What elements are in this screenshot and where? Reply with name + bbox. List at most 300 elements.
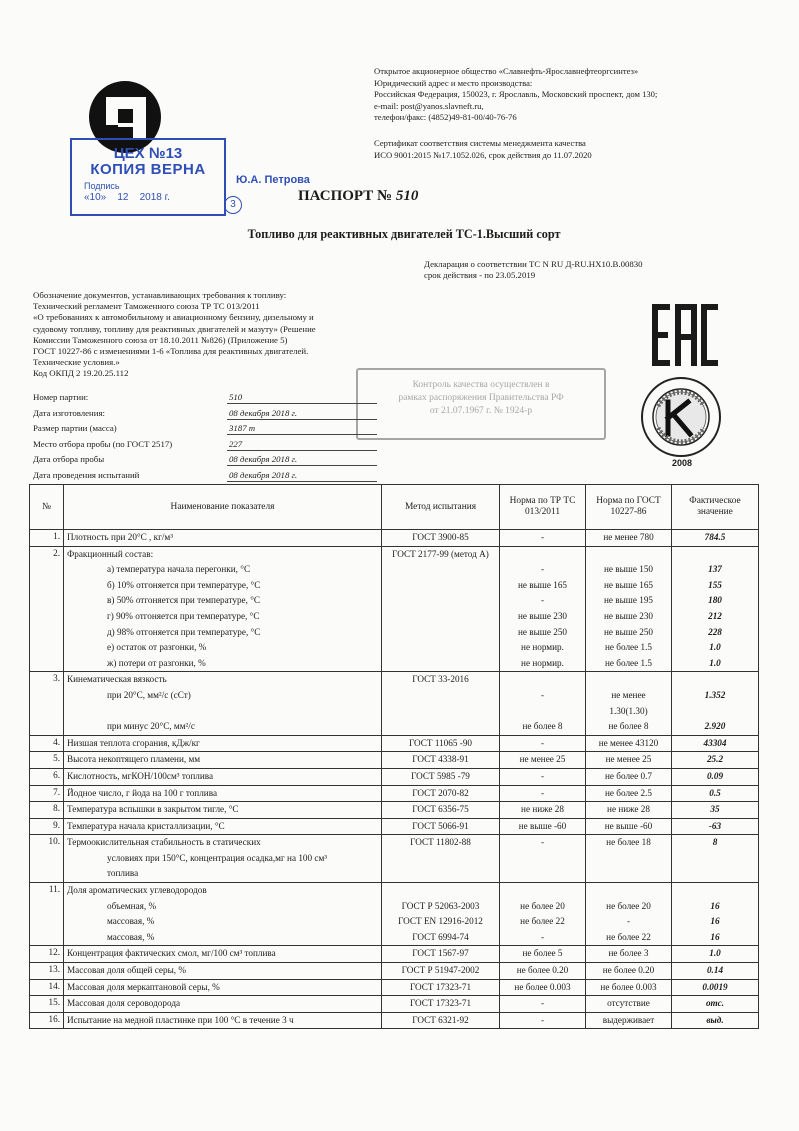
cell-line <box>503 866 582 882</box>
regulation-line: Технический регламент Таможенного союза ТР ТС 013/2011 <box>33 301 260 312</box>
row-number: 13. <box>30 963 64 980</box>
cell-line: не нормир. <box>521 657 564 668</box>
cell-line: не более 8 <box>522 721 563 732</box>
cell-line <box>589 672 668 688</box>
cell-line: Испытание на медной пластинке при 100 °С в течение 3 ч <box>67 1014 294 1025</box>
stamp-date-year: 2018 г. <box>139 192 170 203</box>
cell-actual <box>672 1012 759 1029</box>
cell-line: не менее 25 <box>519 754 566 765</box>
cell-method <box>382 835 500 883</box>
cell-line: ГОСТ 11065 -90 <box>408 737 473 748</box>
cell-line: не выше 230 <box>517 610 568 621</box>
cell-line: - <box>540 837 545 848</box>
cell-line: не менее 43120 <box>598 737 659 748</box>
cell-line: не нормир. <box>521 642 564 653</box>
cell-line: не ниже 28 <box>521 804 564 815</box>
cell-line <box>67 704 378 720</box>
cell-gost <box>586 883 672 946</box>
cell-line: -63 <box>708 820 722 831</box>
cell-line: массовая, % <box>107 916 155 927</box>
cell-line: Фракционный состав: <box>67 548 154 559</box>
cell-line: не более 8 <box>608 721 649 732</box>
passport-title <box>298 188 418 205</box>
cell-gost <box>586 672 672 735</box>
stamp-date-day: «10» <box>84 192 107 203</box>
table-row <box>30 530 759 547</box>
cell-line: не выше 195 <box>603 595 654 606</box>
cell-line: 1.30(1.30) <box>609 705 648 716</box>
cell-line: не более 2.5 <box>605 787 652 798</box>
quality-emblem-icon <box>640 376 722 458</box>
cell-line: Массовая доля меркаптановой серы, % <box>67 981 220 992</box>
cell-line: не выше 165 <box>603 579 654 590</box>
cell-line: 16 <box>710 916 720 927</box>
batch-label: Размер партии (масса) <box>33 423 117 433</box>
row-number: 7. <box>30 785 64 802</box>
cell-line: топлива <box>107 868 139 879</box>
cell-tr <box>500 946 586 963</box>
batch-row <box>33 421 353 437</box>
batch-label: Дата отбора пробы <box>33 454 105 464</box>
cell-line: отсутствие <box>607 998 650 1009</box>
declaration-line: Декларация о соответствии ТС N RU Д-RU.HX10.B.00830 <box>424 259 643 269</box>
cell-line: не более 22 <box>606 931 651 942</box>
cell-line: ГОСТ 3900-85 <box>412 532 469 542</box>
cell-method <box>382 785 500 802</box>
cell-name <box>64 546 382 672</box>
stamp-name: Ю.А. Петрова <box>236 174 310 186</box>
cell-line: ГОСТ 4338-91 <box>412 754 469 765</box>
cell-name <box>64 752 382 769</box>
cell-line: не выше 230 <box>603 610 654 621</box>
cell-line: не более 22 <box>520 916 565 927</box>
cell-line: 0.5 <box>709 787 721 798</box>
cell-line: ГОСТ Р 51947-2002 <box>401 965 480 976</box>
batch-row <box>33 437 353 453</box>
cell-actual <box>672 735 759 752</box>
batch-underline <box>227 465 377 466</box>
cell-tr <box>500 802 586 819</box>
cell-line <box>675 883 755 899</box>
control-stamp-line: рамках распоряжения Правительства РФ <box>398 393 564 403</box>
cell-line <box>385 704 496 720</box>
cell-line <box>589 851 668 867</box>
cell-line: не менее 25 <box>605 754 652 765</box>
company-line: Открытое акционерное общество «Славнефть-Ярославнефтеоргсинтез» <box>374 66 639 76</box>
cell-line: не менее 780 <box>603 532 654 542</box>
cell-actual <box>672 835 759 883</box>
row-number: 11. <box>30 883 64 946</box>
cell-gost <box>586 530 672 547</box>
cell-line: в) 50% отгоняется при температуре, °С <box>107 595 261 606</box>
cell-line: 137 <box>708 564 722 575</box>
cell-line: ГОСТ 33-2016 <box>412 674 469 685</box>
cell-line: ГОСТ 1567-97 <box>412 948 469 959</box>
cell-line: 212 <box>708 610 722 621</box>
cell-line: е) остаток от разгонки, % <box>107 642 207 653</box>
cell-actual <box>672 818 759 835</box>
cell-line: при 20°С, мм²/с (сСт) <box>107 689 191 700</box>
cell-line: объемная, % <box>107 900 157 911</box>
row-number: 15. <box>30 996 64 1013</box>
cell-actual <box>672 785 759 802</box>
cell-line: Концентрация фактических смол, мг/100 см³ топлива <box>67 948 276 959</box>
batch-row <box>33 390 353 406</box>
cell-actual <box>672 672 759 735</box>
batch-row <box>33 468 353 484</box>
cell-method <box>382 752 500 769</box>
cell-line: - <box>540 787 545 798</box>
regulation-line: Технические условия.» <box>33 357 120 368</box>
regulation-line: Код ОКПД 2 19.20.25.112 <box>33 368 129 379</box>
cell-actual <box>672 883 759 946</box>
cell-method <box>382 672 500 735</box>
declaration <box>424 259 643 281</box>
batch-underline <box>227 481 377 482</box>
cell-line: - <box>626 916 631 927</box>
cell-line: 35 <box>710 804 720 815</box>
cell-line: не более 0.20 <box>602 965 655 976</box>
cell-line: - <box>540 532 545 542</box>
cell-line: 43304 <box>703 737 727 748</box>
batch-label: Дата проведения испытаний <box>33 469 140 480</box>
row-number: 14. <box>30 979 64 996</box>
cell-tr <box>500 1012 586 1029</box>
table-row <box>30 946 759 963</box>
batch-underline <box>227 450 377 451</box>
cell-line: 0.0019 <box>702 981 728 992</box>
cell-tr <box>500 963 586 980</box>
cell-gost <box>586 835 672 883</box>
table-body <box>30 530 759 1029</box>
cell-line <box>385 883 496 899</box>
cell-line <box>589 866 668 882</box>
cell-line <box>675 672 755 688</box>
cell-line <box>675 866 755 882</box>
table-row <box>30 883 759 946</box>
cell-name <box>64 835 382 883</box>
batch-label: Дата изготовления: <box>33 407 105 418</box>
cell-method <box>382 768 500 785</box>
row-number: 9. <box>30 818 64 835</box>
cell-actual <box>672 546 759 672</box>
cell-line: ГОСТ 17323-71 <box>409 981 472 992</box>
cell-line: Кинематическая вязкость <box>67 674 167 685</box>
batch-value: 08 декабря 2018 г. <box>229 407 298 418</box>
row-number: 5. <box>30 752 64 769</box>
cell-gost <box>586 818 672 835</box>
cell-line: 0.09 <box>706 770 724 781</box>
cell-actual <box>672 996 759 1013</box>
cell-line <box>385 851 496 867</box>
table-row <box>30 996 759 1013</box>
cell-line <box>589 883 668 899</box>
row-number: 1. <box>30 530 64 547</box>
product-name: Топливо для реактивных двигателей ТС-1.Высший сорт <box>247 227 561 241</box>
cell-line <box>675 851 755 867</box>
cell-line: ГОСТ 5066-91 <box>412 820 469 831</box>
cell-method <box>382 1012 500 1029</box>
cell-line: - <box>540 595 545 606</box>
cell-gost <box>586 735 672 752</box>
cell-line: 16 <box>710 900 720 911</box>
row-number: 6. <box>30 768 64 785</box>
cell-name <box>64 963 382 980</box>
cell-line: 1.0 <box>709 948 721 959</box>
cell-line: Массовая доля сероводорода <box>67 998 181 1009</box>
cell-line: не более 18 <box>606 837 651 848</box>
table-row <box>30 835 759 883</box>
cell-line: ГОСТ 5985 -79 <box>411 770 470 781</box>
cell-method <box>382 883 500 946</box>
row-number: 3. <box>30 672 64 735</box>
cell-tr <box>500 979 586 996</box>
cell-line <box>503 672 582 688</box>
cell-line: Температура вспышки в закрытом тигле, °С <box>67 804 239 815</box>
cell-line: 1.0 <box>709 657 721 668</box>
cell-line: Йодное число, г йода на 100 г топлива <box>67 787 218 798</box>
stamp-signature-label: Подпись <box>84 181 120 191</box>
cell-actual <box>672 530 759 547</box>
cell-method <box>382 530 500 547</box>
row-number: 8. <box>30 802 64 819</box>
test-results-table <box>29 484 759 1029</box>
cell-actual <box>672 979 759 996</box>
cell-line: 2.920 <box>704 721 726 732</box>
cell-tr <box>500 996 586 1013</box>
cell-tr <box>500 768 586 785</box>
header-name: Наименование показателя <box>64 485 382 530</box>
stamp-date <box>72 192 224 203</box>
header-num: № <box>30 485 64 530</box>
cell-line <box>503 547 582 563</box>
passport-number: 510 <box>395 188 419 204</box>
cell-line: ГОСТ 17323-71 <box>409 998 472 1009</box>
cell-method <box>382 546 500 672</box>
cell-line <box>385 688 496 704</box>
table-row <box>30 768 759 785</box>
cell-line: не более 0.003 <box>514 981 571 992</box>
table-row <box>30 979 759 996</box>
stamp-line2: КОПИЯ ВЕРНА <box>90 161 206 178</box>
row-number: 2. <box>30 546 64 672</box>
cell-method <box>382 818 500 835</box>
cell-actual <box>672 946 759 963</box>
cell-gost <box>586 546 672 672</box>
cell-name <box>64 802 382 819</box>
control-stamp-line: Контроль качества осуществлен в <box>412 380 550 390</box>
cell-line: 16 <box>710 931 720 942</box>
cell-line: массовая, % <box>107 931 155 942</box>
cell-gost <box>586 979 672 996</box>
cell-line <box>503 883 582 899</box>
eac-mark-icon <box>650 300 720 370</box>
cell-gost <box>586 802 672 819</box>
cell-gost <box>586 946 672 963</box>
cell-line <box>385 578 496 594</box>
cell-line: Массовая доля общей серы, % <box>67 965 186 976</box>
cell-method <box>382 802 500 819</box>
cell-gost <box>586 996 672 1013</box>
cell-method <box>382 979 500 996</box>
control-stamp-line: от 21.07.1967 г. № 1924-р <box>429 406 533 416</box>
cell-gost <box>586 1012 672 1029</box>
cell-line: не более 20 <box>606 900 651 911</box>
cell-line: ГОСТ 6356-75 <box>412 804 469 815</box>
cell-line: не более 1.5 <box>605 642 652 653</box>
cell-line: Кислотность, мгКОН/100см³ топлива <box>67 770 214 781</box>
cell-line: при минус 20°С, мм²/с <box>107 721 195 732</box>
batch-value: 08 декабря 2018 г. <box>229 469 298 480</box>
cell-line: ГОСТ 2177-99 (метод А) <box>392 548 489 559</box>
cell-line: 1.0 <box>709 642 721 653</box>
cell-line: 8 <box>712 837 718 848</box>
cell-line: условиях при 150°С, концентрация осадка,мг на 100 см³ <box>107 852 328 863</box>
batch-underline <box>227 403 377 404</box>
cell-actual <box>672 768 759 785</box>
table-row <box>30 818 759 835</box>
cell-line <box>385 625 496 641</box>
certificate-info <box>374 138 754 161</box>
cell-line: отс. <box>705 998 725 1009</box>
cell-line: не более 1.5 <box>605 657 652 668</box>
table-header-row <box>30 485 759 530</box>
cell-name <box>64 672 382 735</box>
cell-line: - <box>540 689 545 700</box>
batch-underline <box>227 419 377 420</box>
cell-line: а) температура начала перегонки, °С <box>107 564 251 575</box>
cell-line: не выше 165 <box>517 579 568 590</box>
header-actual: Фактическое значение <box>672 485 759 530</box>
batch-value: 510 <box>229 392 243 402</box>
table-row <box>30 672 759 735</box>
cell-line <box>385 866 496 882</box>
company-line: телефон/факс: (4852)49-81-00/40-76-76 <box>374 112 517 123</box>
cell-line <box>675 704 755 720</box>
cert-line: ИСО 9001:2015 №17.1052.026, срок действия до 11.07.2020 <box>374 149 592 160</box>
cell-line: Высота некоптящего пламени, мм <box>67 754 201 765</box>
regulation-line: ГОСТ 10227-86 с изменениями 1-6 «Топлива для реактивных двигателей. <box>33 346 309 357</box>
declaration-line: срок действия - по 23.05.2019 <box>424 270 536 280</box>
cell-line: не ниже 28 <box>607 804 650 815</box>
cell-line: не более 0.20 <box>516 965 569 976</box>
cell-line: - <box>540 564 545 575</box>
cell-line: Доля ароматических углеводородов <box>67 885 207 896</box>
cell-tr <box>500 752 586 769</box>
cell-line: 0.14 <box>706 965 724 976</box>
row-number: 10. <box>30 835 64 883</box>
cell-line: не более 3 <box>608 948 649 959</box>
cell-line: д) 98% отгоняется при температуре, °С <box>107 626 261 637</box>
cell-name <box>64 946 382 963</box>
cell-line <box>385 656 496 672</box>
cell-tr <box>500 835 586 883</box>
quality-control-stamp <box>356 368 606 440</box>
cell-line: не выше 150 <box>603 564 654 575</box>
cell-name <box>64 785 382 802</box>
cell-line: не более 5 <box>522 948 563 959</box>
cell-line: ГОСТ 2070-82 <box>412 787 469 798</box>
header-method: Метод испытания <box>382 485 500 530</box>
batch-underline <box>227 434 377 435</box>
cell-line <box>675 547 755 563</box>
cell-name <box>64 818 382 835</box>
table-row <box>30 735 759 752</box>
stamp-line1: ЦЕХ №13 <box>113 145 183 162</box>
cell-line <box>503 704 582 720</box>
company-line: Российская Федерация, 150023, г. Ярославль, Московский проспект, дом 130; <box>374 89 658 100</box>
cell-line: выд. <box>706 1014 724 1025</box>
cell-line: - <box>540 931 545 942</box>
cell-line: ГОСТ Р 52063-2003 <box>401 900 480 911</box>
stamp-number: 3 <box>224 196 242 214</box>
cell-line: 228 <box>708 626 722 637</box>
cell-line: Термоокислительная стабильность в статических <box>67 837 261 848</box>
cell-gost <box>586 963 672 980</box>
cell-name <box>64 883 382 946</box>
cell-line <box>385 640 496 656</box>
cell-line: не выше 250 <box>517 626 568 637</box>
cell-name <box>64 530 382 547</box>
header-tr: Норма по ТР ТС 013/2011 <box>500 485 586 530</box>
regulation-line: «О требованиях к автомобильному и авиационному бензину, дизельному и <box>33 312 314 323</box>
cell-method <box>382 735 500 752</box>
table-row <box>30 546 759 672</box>
cell-method <box>382 963 500 980</box>
cell-line <box>503 851 582 867</box>
cell-actual <box>672 752 759 769</box>
header-gost: Норма по ГОСТ 10227-86 <box>586 485 672 530</box>
cell-actual <box>672 802 759 819</box>
regulation-line: судовому топливу, топливу для реактивных двигателей и мазуту» (Решение <box>33 323 316 334</box>
cell-line: - <box>540 737 545 748</box>
batch-label: Место отбора пробы (по ГОСТ 2517) <box>33 438 173 449</box>
row-number: 4. <box>30 735 64 752</box>
cell-line: не выше -60 <box>604 820 653 831</box>
cell-line: не более 0.003 <box>600 981 657 992</box>
cell-line <box>385 719 496 735</box>
cell-tr <box>500 785 586 802</box>
cell-line: Низшая теплота сгорания, кДж/кг <box>67 737 200 748</box>
table-row <box>30 785 759 802</box>
cell-gost <box>586 752 672 769</box>
batch-label: Номер партии: <box>33 392 89 402</box>
cert-line: Сертификат соответствия системы менеджмента качества <box>374 138 586 148</box>
stamp-date-month: 12 <box>117 192 129 203</box>
batch-info <box>33 390 353 483</box>
cell-line <box>589 547 668 563</box>
cell-line: 784.5 <box>704 532 726 542</box>
cell-line: не более 20 <box>520 900 565 911</box>
cell-gost <box>586 768 672 785</box>
cell-name <box>64 735 382 752</box>
cell-line: 1.352 <box>704 689 726 700</box>
company-line: e-mail: post@yanos.slavneft.ru, <box>374 100 484 111</box>
cell-tr <box>500 735 586 752</box>
batch-row <box>33 406 353 422</box>
cell-tr <box>500 672 586 735</box>
cell-line: выдерживает <box>602 1014 655 1025</box>
table-row <box>30 802 759 819</box>
company-line: Юридический адрес и место производства: <box>374 77 533 88</box>
cell-gost <box>586 785 672 802</box>
cell-line: 180 <box>708 595 722 606</box>
batch-value: 227 <box>229 438 243 449</box>
cell-line: - <box>540 1014 545 1025</box>
cell-line: б) 10% отгоняется при температуре, °С <box>107 579 261 590</box>
cell-name <box>64 996 382 1013</box>
cell-method <box>382 946 500 963</box>
